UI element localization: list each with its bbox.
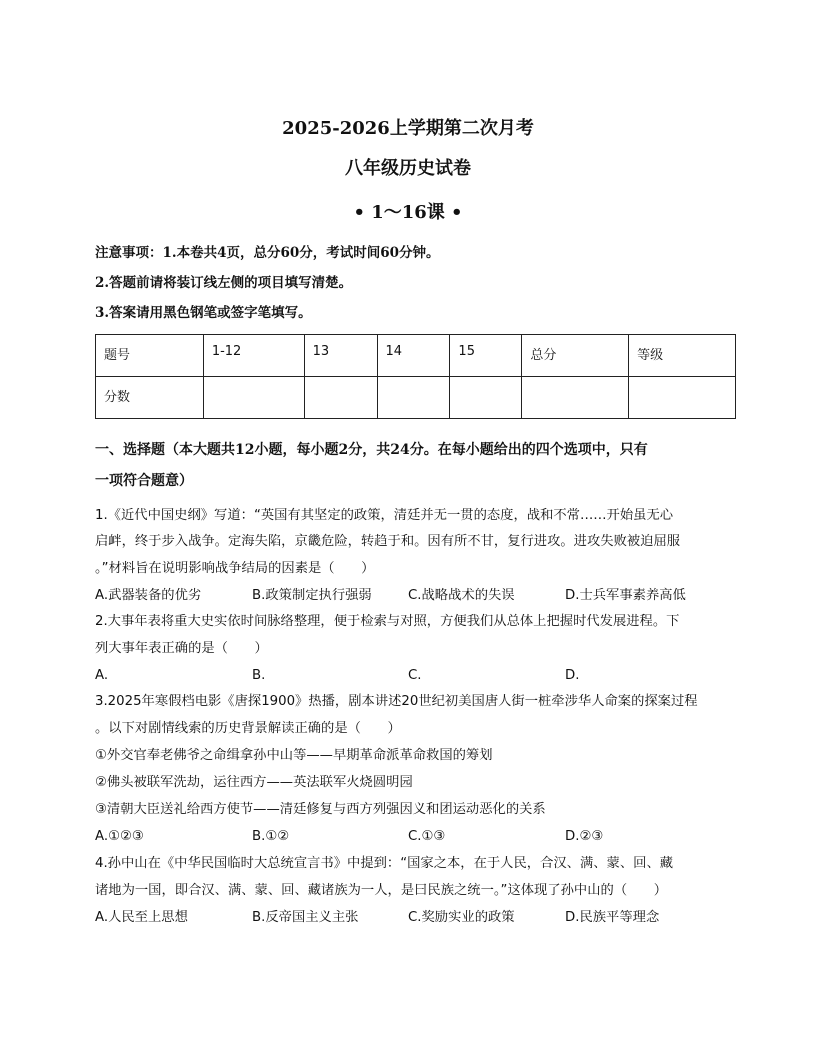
table-cell: 分数: [96, 377, 204, 419]
option-d[interactable]: D.民族平等理念: [565, 910, 660, 925]
table-cell: 等级: [629, 335, 736, 377]
question-1-line: 1.《近代中国史纲》写道：“英国有其坚定的政策，清廷并无一贯的态度，战和不常……开始虽无心: [95, 508, 674, 523]
option-d[interactable]: D.: [565, 668, 580, 683]
notice-line-2: 2.答题前请将装订线左侧的项目填写清楚。: [95, 275, 353, 291]
table-cell: 15: [450, 335, 522, 377]
score-entry-cell[interactable]: [522, 377, 629, 419]
question-4-options: [95, 909, 736, 927]
question-3-options: [95, 828, 736, 846]
option-a[interactable]: A.人民至上思想: [95, 910, 188, 925]
score-table-header-row: [96, 335, 736, 377]
question-3-line: ②佛头被联军洗劫，运往西方——英法联军火烧圆明园: [95, 775, 413, 790]
option-b[interactable]: B.反帝国主义主张: [252, 910, 359, 925]
exam-title: 2025-2026上学期第二次月考: [282, 118, 534, 139]
option-b[interactable]: B.政策制定执行强弱: [252, 588, 372, 603]
exam-scope: • 1～16课 •: [353, 202, 463, 223]
option-b[interactable]: B.①②: [252, 829, 290, 844]
score-entry-cell[interactable]: [203, 377, 304, 419]
question-3-line: 。以下对剧情线索的历史背景解读正确的是（ ）: [95, 721, 401, 736]
question-3-line: ①外交官奉老佛爷之命缉拿孙中山等——早期革命派革命救国的筹划: [95, 748, 493, 763]
question-2-options: [95, 667, 736, 685]
notice-line-3: 3.答案请用黑色钢笔或签字笔填写。: [95, 305, 312, 321]
question-1-line: 启衅，终于步入战争。定海失陷，京畿危险，转趋于和。因有所不甘，复行进攻。进攻失败被迫屈服: [95, 534, 681, 549]
table-cell: 总分: [522, 335, 629, 377]
question-1-line: 。”材料旨在说明影响战争结局的因素是（ ）: [95, 561, 375, 576]
option-c[interactable]: C.: [408, 668, 422, 683]
score-table: [95, 334, 736, 419]
question-4-line: 诸地为一国，即合汉、满、蒙、回、藏诸族为一人，是曰民族之统一。”这体现了孙中山的（ ）: [95, 883, 668, 898]
section-heading: 一、选择题（本大题共12小题，每小题2分，共24分。在每小题给出的四个选项中，只有: [95, 442, 648, 458]
question-2-line: 2.大事年表将重大史实依时间脉络整理，便于检索与对照，方便我们从总体上把握时代发展进程。下: [95, 614, 680, 629]
question-1-options: [95, 587, 736, 605]
option-c[interactable]: C.战略战术的失误: [408, 588, 515, 603]
option-c[interactable]: C.①③: [408, 829, 446, 844]
score-entry-cell[interactable]: [377, 377, 450, 419]
exam-subtitle: 八年级历史试卷: [345, 158, 471, 179]
table-cell: 14: [377, 335, 450, 377]
option-b[interactable]: B.: [252, 668, 266, 683]
question-3-line: 3.2025年寒假档电影《唐探1900》热播，剧本讲述20世纪初美国唐人街一桩牵涉华人命案的探案过程: [95, 694, 698, 709]
score-table-score-row: [96, 377, 736, 419]
score-entry-cell[interactable]: [450, 377, 522, 419]
question-4-line: 4.孙中山在《中华民国临时大总统宣言书》中提到：“国家之本，在于人民，合汉、满、蒙、回、藏: [95, 856, 674, 871]
option-a[interactable]: A.武器装备的优劣: [95, 588, 202, 603]
option-a[interactable]: A.①②③: [95, 829, 144, 844]
question-3-line: ③清朝大臣送礼给西方使节——清廷修复与西方列强因义和团运动恶化的关系: [95, 802, 546, 817]
score-entry-cell[interactable]: [629, 377, 736, 419]
table-cell: 题号: [96, 335, 204, 377]
option-c[interactable]: C.奖励实业的政策: [408, 910, 515, 925]
score-entry-cell[interactable]: [304, 377, 377, 419]
table-cell: 1-12: [203, 335, 304, 377]
notice-line-1: 注意事项：1.本卷共4页，总分60分，考试时间60分钟。: [95, 245, 440, 261]
option-d[interactable]: D.②③: [565, 829, 604, 844]
section-heading-cont: 一项符合题意）: [95, 473, 193, 489]
option-a[interactable]: A.: [95, 668, 109, 683]
option-d[interactable]: D.士兵军事素养高低: [565, 588, 686, 603]
question-2-line: 列大事年表正确的是（ ）: [95, 641, 268, 656]
table-cell: 13: [304, 335, 377, 377]
